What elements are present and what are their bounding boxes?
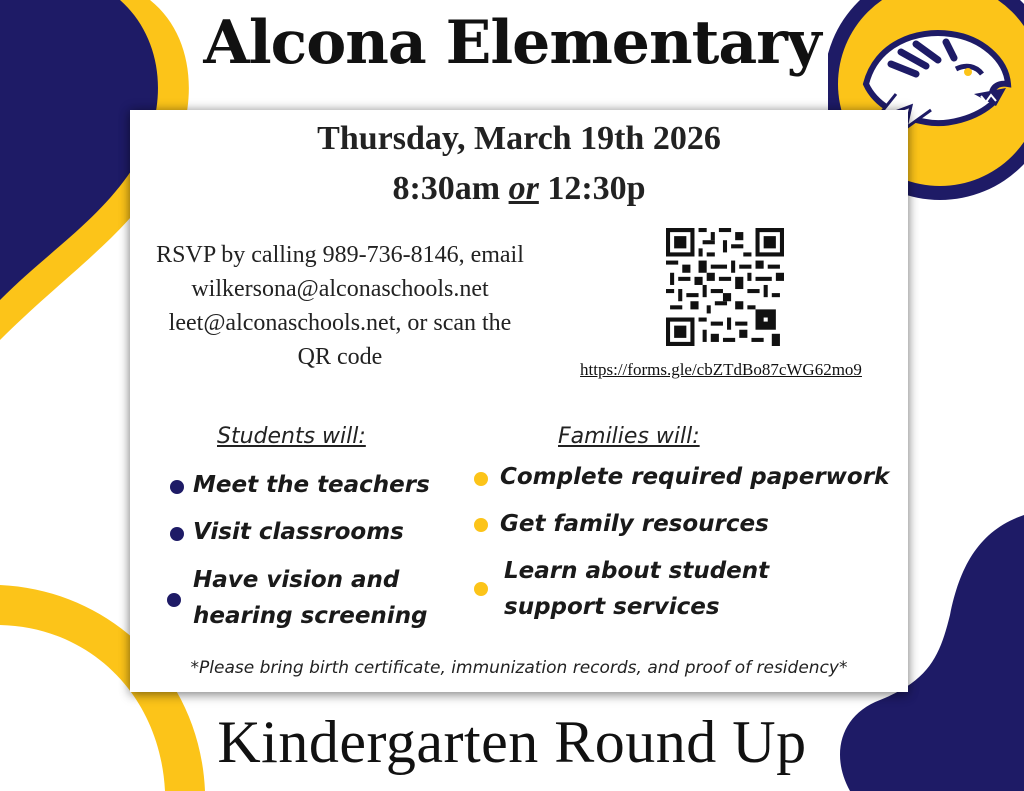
- rsvp-email-1: wilkersona@alconaschools.net: [191, 276, 489, 302]
- documents-note: *Please bring birth certificate, immunization records, and proof of residency*: [190, 658, 848, 678]
- bullet-gold: [474, 518, 488, 532]
- rsvp-text: [130, 238, 550, 374]
- time-or: or: [508, 170, 539, 207]
- students-item: Meet the teachers: [193, 472, 430, 498]
- students-item: Have vision and: [193, 567, 400, 593]
- rsvp-line: RSVP by calling 989-736-8146, email: [156, 242, 524, 268]
- bullet-navy: [167, 593, 181, 607]
- families-item: Learn about student: [504, 558, 770, 584]
- students-item: hearing screening: [193, 603, 428, 629]
- event-date: Thursday, March 19th 2026: [317, 120, 721, 157]
- families-item: Get family resources: [500, 511, 769, 537]
- rsvp-form-link[interactable]: https://forms.gle/cbZTdBo87cWG62mo9: [580, 360, 862, 379]
- rsvp-line: QR code: [297, 344, 383, 370]
- families-item: Complete required paperwork: [500, 464, 890, 490]
- bullet-navy: [170, 527, 184, 541]
- qr-code[interactable]: [666, 228, 784, 346]
- time-afternoon: 12:30p: [547, 170, 646, 207]
- footer-title: Kindergarten Round Up: [217, 709, 807, 775]
- students-item: Visit classrooms: [193, 519, 404, 545]
- families-item: support services: [504, 594, 720, 620]
- bullet-navy: [170, 480, 184, 494]
- event-times: [130, 170, 908, 208]
- bullet-gold: [474, 582, 488, 596]
- bullet-gold: [474, 472, 488, 486]
- families-heading: Families will:: [558, 424, 700, 449]
- time-morning: 8:30am: [392, 170, 501, 207]
- page-title: Alcona Elementary: [203, 8, 821, 78]
- students-heading: Students will:: [217, 424, 366, 449]
- rsvp-email-2: leet@alconaschools.net, or scan the: [168, 310, 512, 336]
